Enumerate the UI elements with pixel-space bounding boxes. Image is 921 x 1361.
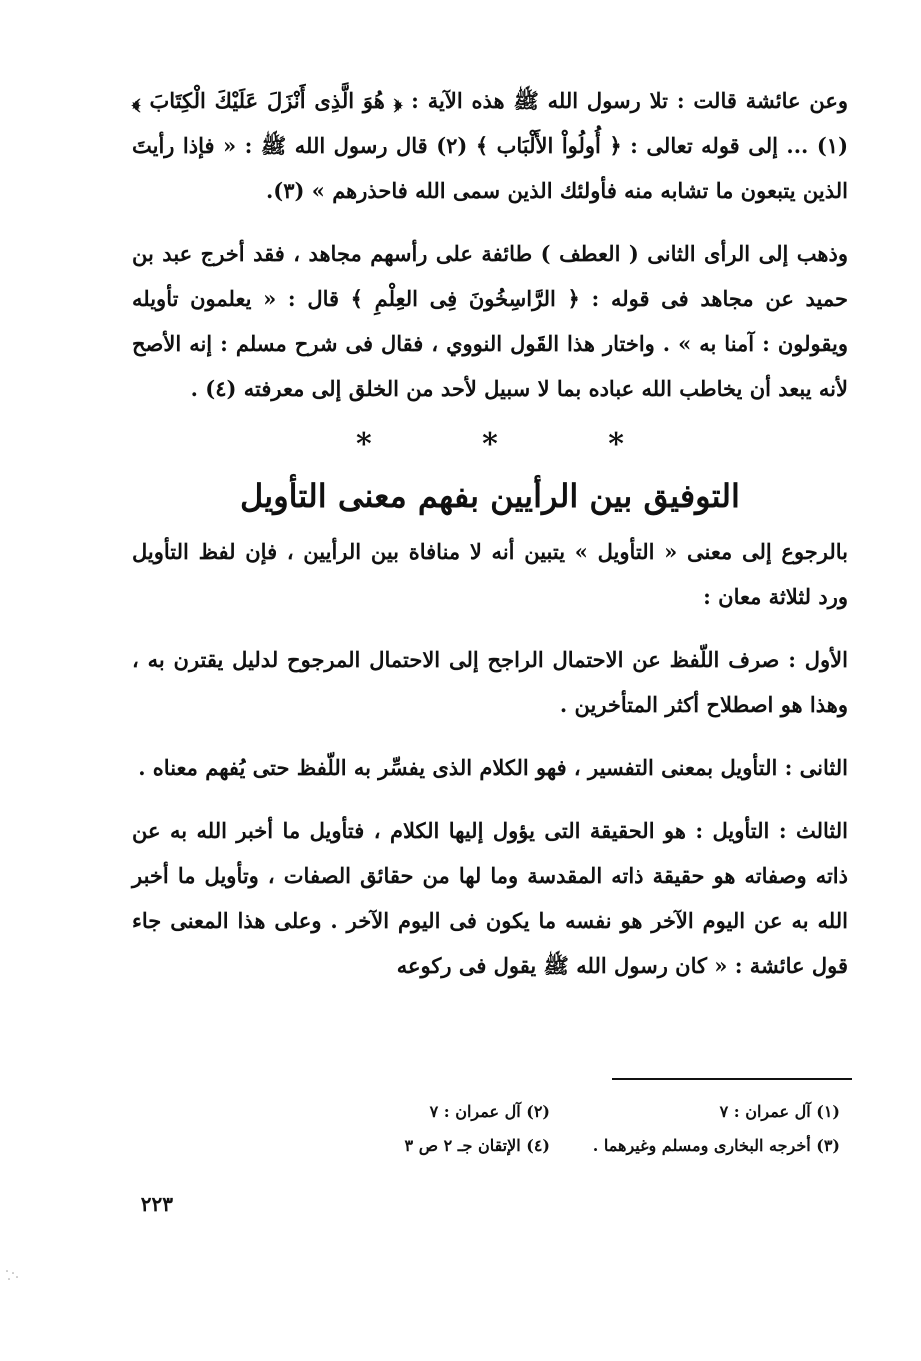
footnote-3: (٣) أخرجه البخارى ومسلم وغيرهما . [592, 1136, 840, 1155]
paragraph-third-meaning: الثالث : التأويل : هو الحقيقة التى يؤول إليها الكلام ، فتأويل ما أخبر الله به عن ذاته وصفاته هو حقيقة ذاته المقدسة وما لها من حقائق الصفات ، وتأويل ما أخبر الله به عن اليوم الآخر هو نفسه ما يكون فى اليوم الآخر . وعلى هذا المعنى جاء قول عائشة : « كان رسول الله ﷺ يقول فى ركوعه [132, 818, 848, 978]
section-title: التوفيق بين الرأيين بفهم معنى التأويل [240, 477, 740, 515]
page-body [132, 78, 848, 988]
paragraph-second-opinion: وذهب إلى الرأى الثانى ( العطف ) طائفة على رأسهم مجاهد ، فقد أخرج عبد بن حميد عن مجاهد فى قوله : ﴿ الرَّاسِخُونَ فِى العِلْمِ ﴾ قال : « يعلمون تأويله ويقولون : آمنا به » . واختار هذا القَول النووي ، فقال فى شرح مسلم : إنه الأصح لأنه يبعد أن يخاطب الله عباده بما لا سبيل لأحد من الخلق إلى معرفته (٤) . [132, 241, 849, 401]
paragraph-intro: بالرجوع إلى معنى « التأويل » يتبين أنه لا منافاة بين الرأيين ، فإن لفظ التأويل ورد لثلاثة معان : [132, 539, 848, 609]
footnote-2: (٢) آل عمران : ٧ [429, 1102, 550, 1121]
footnote-divider [612, 1078, 852, 1080]
paragraph-aisha-hadith: وعن عائشة قالت : تلا رسول الله ﷺ هذه الآية : ﴿ هُوَ الَّذِى أَنْزَلَ عَلَيْكَ الْكِتَابَ ﴾ (١) ... إلى قوله تعالى : ﴿ أُولُواْ الأَلْبَاب ﴾ (٢) قال رسول الله ﷺ : « فإذا رأيتَ الذين يتبعون ما تشابه منه فأولئك الذين سمى الله فاحذرهم » (٣). [132, 88, 849, 203]
footnote-4: (٤) الإتقان جـ ٢ ص ٣ [404, 1136, 550, 1155]
page-number: ٢٢٣ [140, 1192, 173, 1216]
section-separator: * * * [356, 427, 674, 462]
footnote-row [280, 1095, 840, 1129]
footnote-1: (١) آل عمران : ٧ [719, 1102, 840, 1121]
paragraph-first-meaning: الأول : صرف اللّفظ عن الاحتمال الراجح إلى الاحتمال المرجوح لدليل يقترن به ، وهذا هو اصطلاح أكثر المتأخرين . [132, 647, 848, 717]
scan-speck-mark [4, 1268, 22, 1284]
footnotes [280, 1095, 840, 1163]
paragraph-second-meaning: الثانى : التأويل بمعنى التفسير ، فهو الكلام الذى يفسِّر به اللّفظ حتى يُفهم معناه . [138, 755, 848, 780]
footnote-row [280, 1129, 840, 1163]
